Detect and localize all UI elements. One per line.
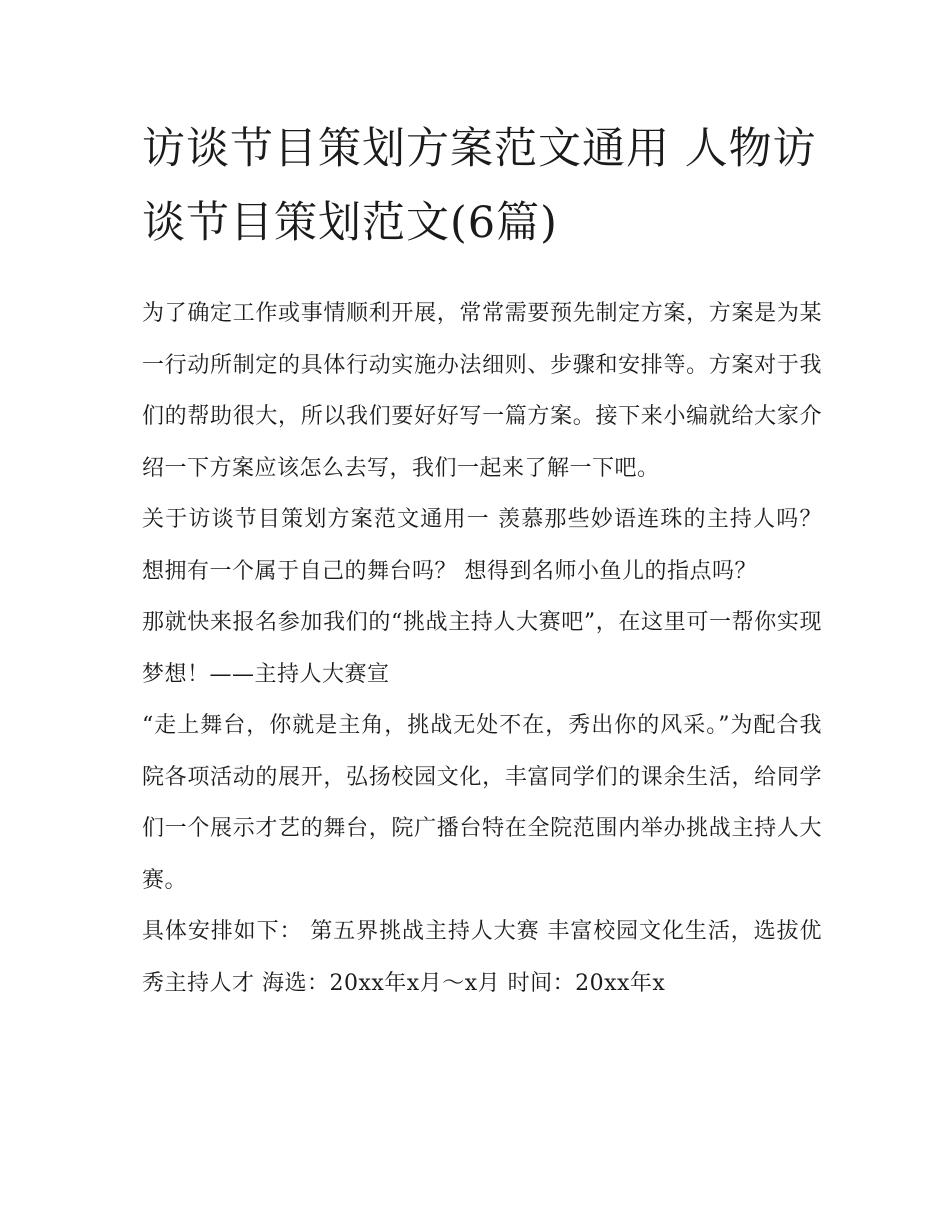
paragraph-section-one: 关于访谈节目策划方案范文通用一 羡慕那些妙语连珠的主持人吗？ 想拥有一个属于自己的舞台吗？ 想得到名师小鱼儿的指点吗？ [142, 507, 822, 584]
paragraph-signup: 那就快来报名参加我们的“挑战主持人大赛吧”，在这里可一帮你实现梦想！——主持人大赛宣 [142, 610, 822, 687]
paragraph-slogan: “走上舞台，你就是主角，挑战无处不在，秀出你的风采。”为配合我院各项活动的展开，弘扬校园文化，丰富同学们的课余生活，给同学们一个展示才艺的舞台，院广播台特在全院范围内举办挑战主持人大赛。 [142, 713, 822, 893]
document-title: 访谈节目策划方案范文通用 人物访谈节目策划范文(6篇) [142, 124, 817, 248]
paragraph-intro: 为了确定工作或事情顺利开展，常常需要预先制定方案，方案是为某一行动所制定的具体行动实施办法细则、步骤和安排等。方案对于我们的帮助很大，所以我们要好好写一篇方案。接下来小编就给大家介绍一下方案应该怎么去写，我们一起来了解一下吧。 [142, 301, 822, 481]
paragraph-schedule: 具体安排如下： 第五界挑战主持人大赛 丰富校园文化生活，选拔优秀主持人才 海选：20xx年x月～x月 时间：20xx年x [142, 919, 822, 996]
document-body [142, 112, 822, 1009]
